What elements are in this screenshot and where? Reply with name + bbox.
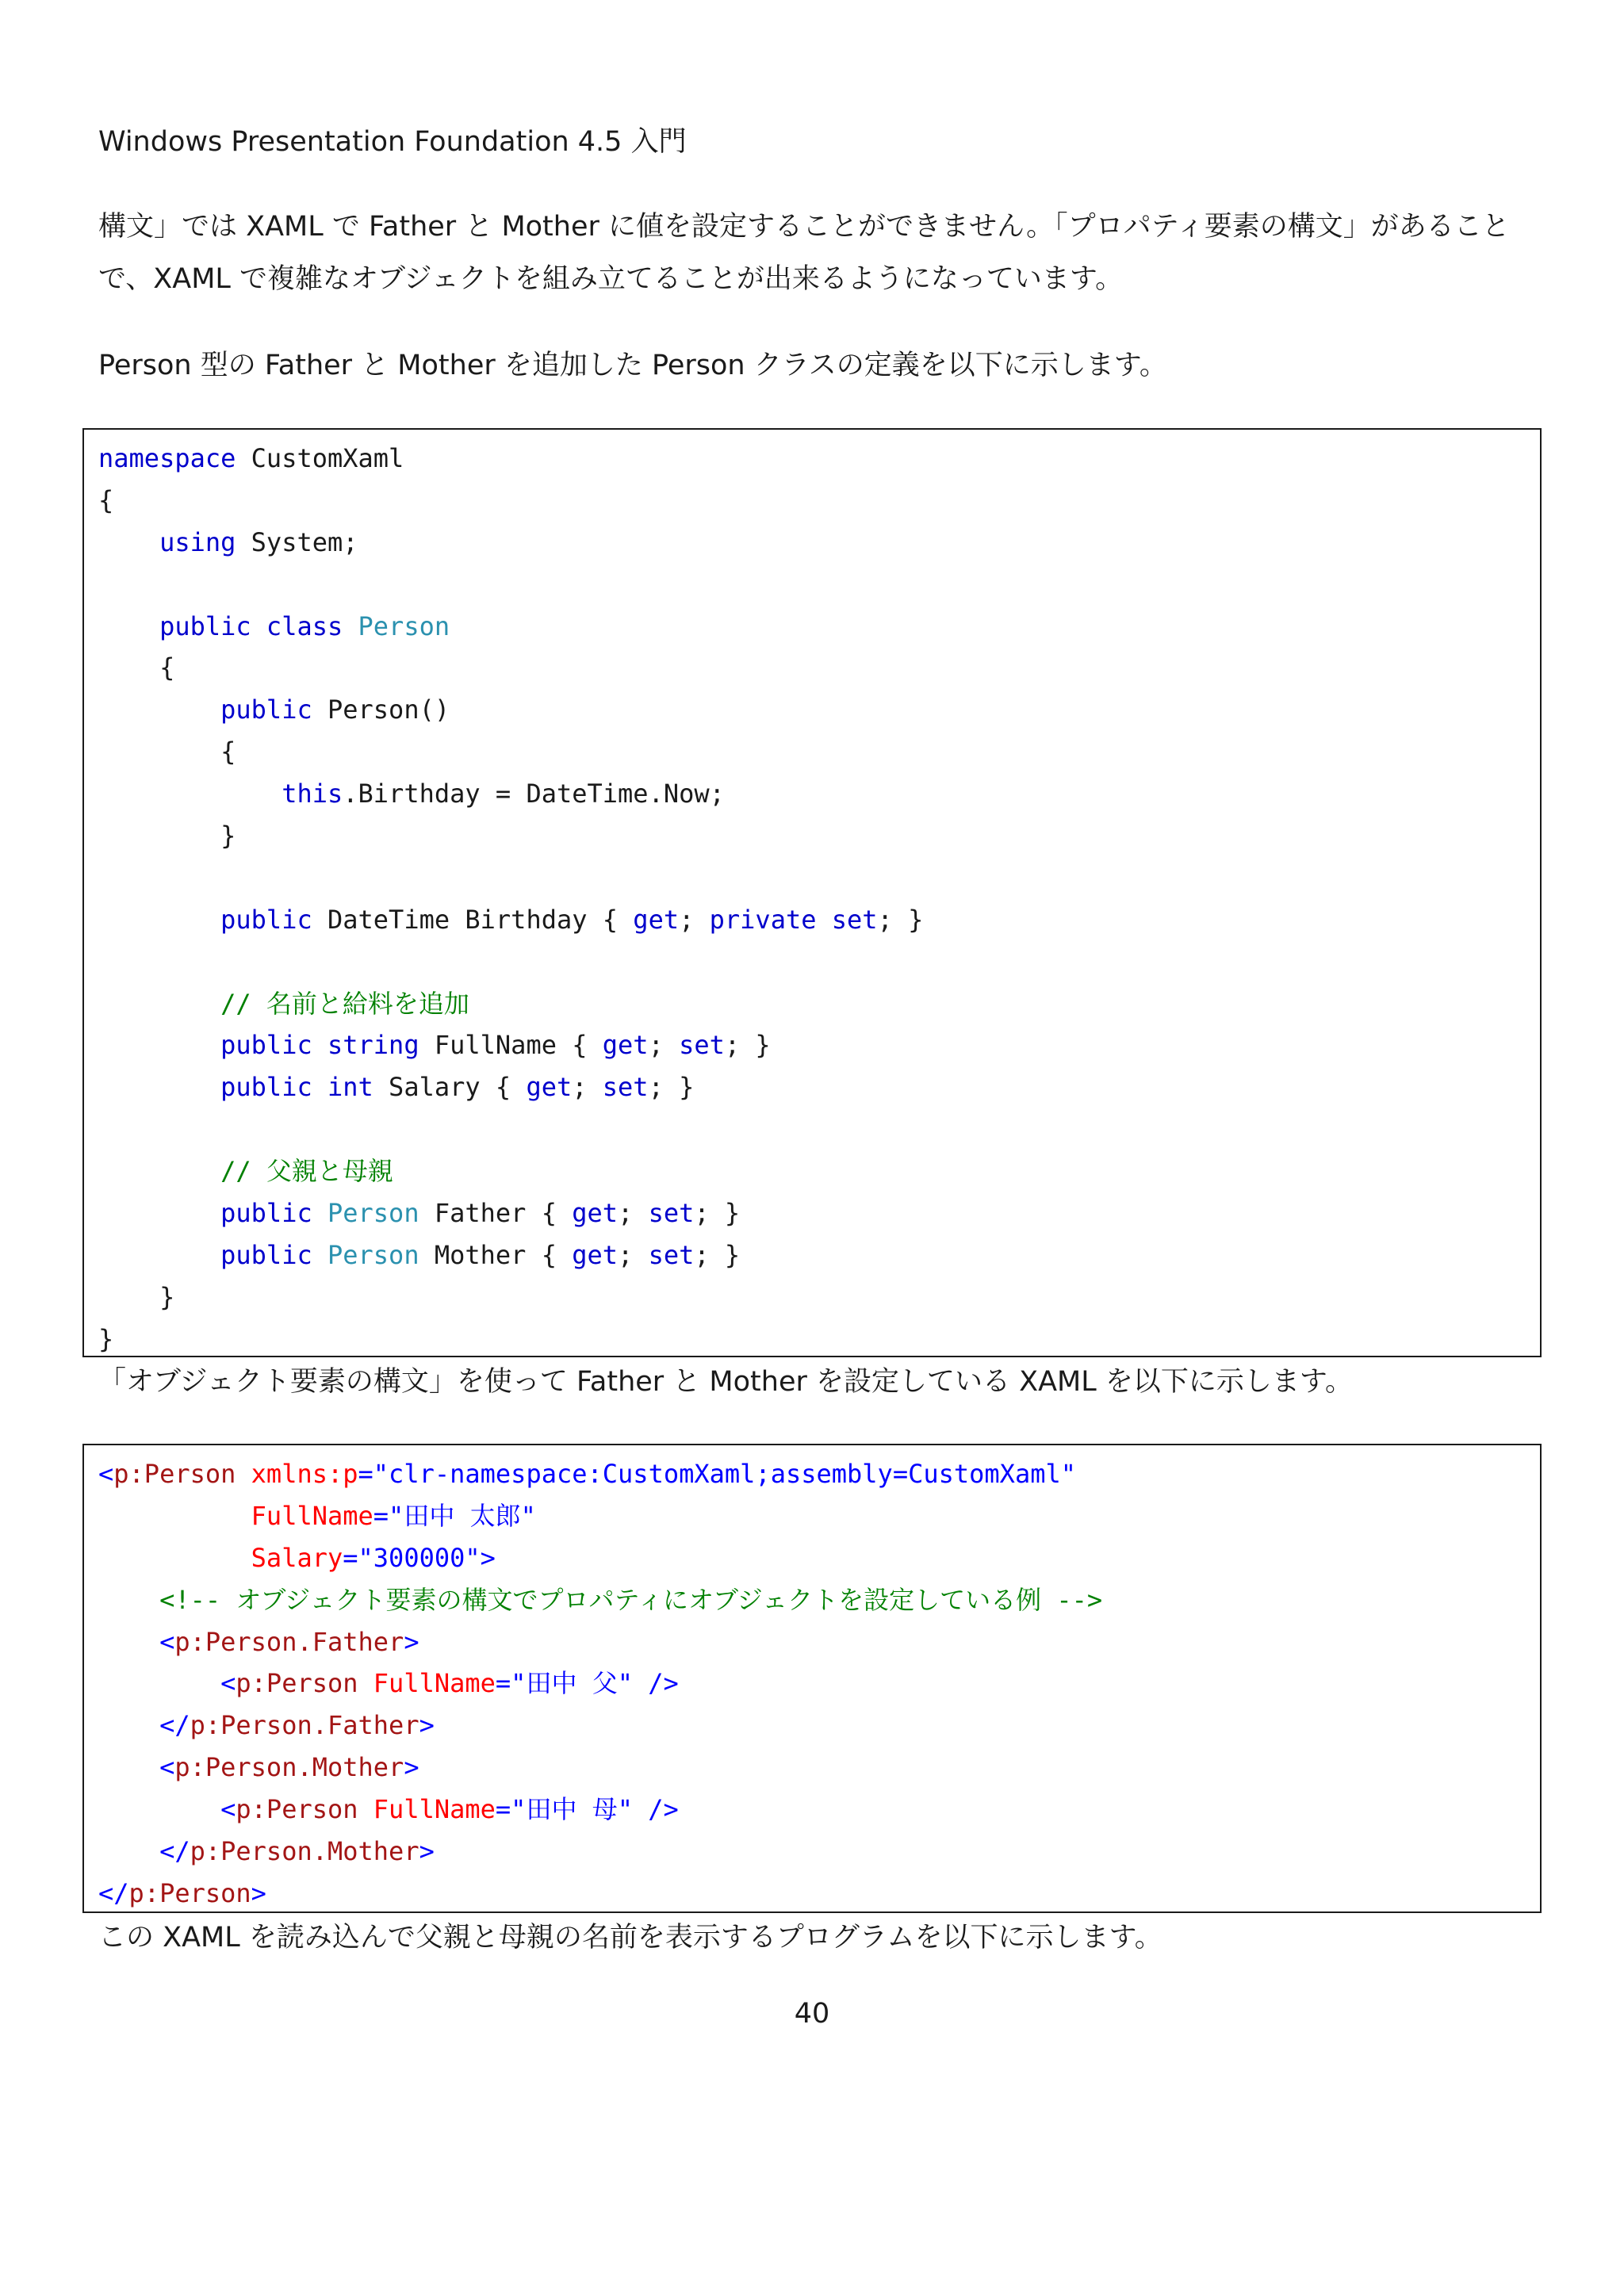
code-token-default (98, 1198, 220, 1228)
code-line (98, 1537, 1540, 1579)
code-token-default (98, 1752, 159, 1782)
code-token-default: ; } (877, 904, 924, 935)
code-token-default: FullName { (419, 1030, 603, 1061)
code-token-type: Person (327, 1198, 419, 1229)
code-token-xmltag: p:Person.Mother (174, 1752, 404, 1783)
code-token-keyword: set (831, 904, 878, 935)
code-token-keyword: set (679, 1030, 725, 1061)
code-token-default (98, 905, 220, 935)
code-token-xmldelim: > (404, 1752, 419, 1783)
code-line (98, 941, 1540, 983)
code-line (98, 1150, 1540, 1192)
code-token-xmldelim: < (159, 1626, 175, 1657)
code-token-default (816, 905, 831, 935)
code-token-default (343, 611, 358, 641)
code-token-keyword: public (220, 1030, 312, 1061)
code-token-default: Mother { (419, 1239, 573, 1270)
code-token-xmlstring: "300000" (358, 1542, 481, 1573)
code-token-keyword: get (633, 904, 680, 935)
code-token-xmltag: p:Person (113, 1459, 236, 1489)
code-line (98, 1873, 1540, 1915)
code-token-type: Person (327, 1239, 419, 1270)
code-token-xmldelim: = (495, 1794, 511, 1825)
code-token-xmldelim: </ (159, 1710, 190, 1741)
code-token-default: { (98, 652, 175, 683)
code-token-xmldelim: < (220, 1794, 236, 1825)
code-token-default: } (98, 821, 236, 851)
code-token-keyword: get (572, 1198, 619, 1229)
code-token-default (98, 527, 159, 557)
code-token-default (312, 1030, 327, 1060)
code-token-xmldelim: > (404, 1626, 419, 1657)
code-token-xmldelim: > (480, 1542, 496, 1573)
code-token-default (98, 1030, 220, 1060)
code-token-default (98, 611, 159, 641)
code-token-keyword: public (220, 1198, 312, 1229)
code-token-default (251, 611, 266, 641)
code-line (98, 480, 1540, 522)
code-token-default: Father { (419, 1198, 573, 1229)
code-token-default: ; (618, 1239, 649, 1270)
code-token-xmlstring: "田中 太郎" (389, 1500, 536, 1531)
code-token-default (98, 779, 282, 809)
code-line (98, 1789, 1540, 1831)
code-line (98, 1453, 1540, 1495)
code-line (98, 689, 1540, 731)
paragraph-xaml-intro: 「オブジェクト要素の構文」を使って Father と Mother を設定している XAML を以下に示します。 (98, 1366, 1354, 1398)
code-token-default: .Birthday = DateTime.Now; (343, 779, 725, 809)
code-line (98, 1108, 1540, 1150)
code-token-comment: <!-- オブジェクト要素の構文でプロパティにオブジェクトを設定している例 --> (159, 1584, 1103, 1615)
code-line (98, 1276, 1540, 1318)
code-token-comment: // 父親と母親 (220, 1156, 393, 1187)
code-line (98, 1024, 1540, 1066)
code-token-keyword: class (266, 610, 343, 641)
code-line (98, 1621, 1540, 1663)
code-line (98, 815, 1540, 857)
code-token-keyword: set (648, 1198, 695, 1229)
code-token-xmlattr: FullName (251, 1500, 373, 1531)
code-line (98, 1747, 1540, 1789)
xaml-code-block (82, 1444, 1542, 1913)
code-token-xmltag: p:Person.Father (190, 1710, 419, 1741)
code-token-default: ; } (694, 1198, 741, 1229)
code-token-keyword: namespace (98, 443, 236, 473)
code-line (98, 857, 1540, 899)
code-token-keyword: get (572, 1239, 619, 1270)
code-line (98, 1234, 1540, 1276)
code-line (98, 983, 1540, 1025)
code-token-default: CustomXaml (236, 443, 404, 473)
code-token-default (236, 1459, 251, 1489)
code-token-xmlattr: FullName (373, 1668, 496, 1699)
code-line (98, 1831, 1540, 1873)
paragraph-person-intro: Person 型の Father と Mother を追加した Person クラスの定義を以下に示します。 (98, 350, 1167, 381)
code-line (98, 1318, 1540, 1360)
code-token-default: DateTime Birthday { (312, 904, 634, 935)
code-line (98, 1705, 1540, 1747)
code-token-xmldelim: </ (159, 1836, 190, 1867)
code-token-xmldelim: = (495, 1668, 511, 1699)
code-token-default (312, 1198, 327, 1228)
code-token-xmlattr: FullName (373, 1794, 496, 1825)
code-token-xmldelim: = (343, 1542, 358, 1573)
code-token-keyword: int (327, 1072, 373, 1103)
page-number: 40 (794, 1998, 830, 2030)
code-token-xmldelim: > (251, 1877, 266, 1908)
code-line (98, 899, 1540, 941)
code-token-keyword: string (327, 1030, 419, 1061)
code-token-default (98, 1156, 220, 1186)
code-token-xmldelim: /> (648, 1668, 679, 1699)
code-line (98, 1495, 1540, 1537)
code-token-default: ; } (648, 1072, 695, 1103)
code-token-default: Person() (312, 695, 450, 725)
code-token-keyword: public (159, 610, 251, 641)
code-token-default (98, 1501, 251, 1531)
code-line (98, 438, 1540, 480)
code-token-xmltag: p:Person.Father (174, 1626, 404, 1657)
code-token-xmlattr: xmlns:p (251, 1459, 358, 1489)
code-token-keyword: get (526, 1072, 573, 1103)
code-token-default: { (98, 484, 114, 515)
code-token-default (98, 1072, 220, 1102)
code-token-xmlattr: Salary (251, 1542, 343, 1573)
code-token-default: { (98, 737, 236, 767)
code-token-keyword: set (648, 1239, 695, 1270)
code-token-xmldelim: </ (98, 1877, 129, 1908)
paragraph-program-intro: この XAML を読み込んで父親と母親の名前を表示するプログラムを以下に示します。 (98, 1922, 1162, 1954)
code-token-default (98, 1585, 159, 1615)
code-token-default (98, 695, 220, 725)
code-line (98, 606, 1540, 648)
code-token-default: } (98, 1323, 114, 1354)
code-token-keyword: set (602, 1072, 649, 1103)
code-token-default (98, 1627, 159, 1657)
code-token-keyword: public (220, 1239, 312, 1270)
code-token-xmldelim: > (419, 1710, 435, 1741)
code-token-default: } (98, 1281, 175, 1312)
code-token-default: Salary { (373, 1072, 527, 1103)
code-token-default (312, 1072, 327, 1102)
code-token-default (98, 1668, 220, 1698)
code-line (98, 1663, 1540, 1705)
code-token-xmlstring: "田中 母" (511, 1794, 633, 1825)
running-title: Windows Presentation Foundation 4.5 入門 (98, 126, 687, 158)
code-token-default: ; (648, 1030, 680, 1061)
code-token-keyword: public (220, 904, 312, 935)
code-token-default (633, 1794, 648, 1824)
paragraph-intro-line-1: 構文」では XAML で Father と Mother に値を設定することができません。「プロパティ要素の構文」があること (98, 211, 1510, 243)
code-token-default: ; (572, 1072, 603, 1103)
code-line (98, 1192, 1540, 1234)
code-token-default (358, 1668, 373, 1698)
code-token-xmldelim: = (358, 1459, 373, 1489)
code-line (98, 731, 1540, 773)
code-token-default (98, 989, 220, 1019)
code-token-xmldelim: < (159, 1752, 175, 1783)
code-token-xmldelim: = (373, 1500, 389, 1531)
code-token-keyword: public (220, 1072, 312, 1103)
code-token-xmltag: p:Person (236, 1668, 358, 1699)
code-token-xmlstring: "田中 父" (511, 1668, 633, 1699)
code-token-comment: // 名前と給料を追加 (220, 988, 469, 1019)
code-token-type: Person (358, 610, 450, 641)
code-line (98, 564, 1540, 606)
code-token-default (98, 1543, 251, 1573)
code-token-keyword: this (282, 779, 343, 809)
code-token-xmldelim: < (98, 1459, 114, 1489)
code-token-xmldelim: /> (648, 1794, 679, 1825)
code-token-default: ; } (694, 1239, 741, 1270)
code-line (98, 522, 1540, 564)
code-token-xmldelim: < (220, 1668, 236, 1699)
code-token-keyword: public (220, 695, 312, 725)
code-token-default (98, 1710, 159, 1740)
code-token-default (98, 1240, 220, 1270)
code-token-default: ; (618, 1198, 649, 1229)
code-token-xmlstring: "clr-namespace:CustomXaml;assembly=CustomXaml" (373, 1459, 1076, 1489)
code-token-default: ; (679, 904, 710, 935)
code-token-default (98, 1836, 159, 1866)
code-token-keyword: using (159, 526, 236, 557)
code-token-default: System; (236, 526, 358, 557)
code-line (98, 1066, 1540, 1108)
code-token-xmldelim: > (419, 1836, 435, 1867)
code-line (98, 773, 1540, 815)
csharp-code-block (82, 428, 1542, 1357)
code-token-default (633, 1668, 648, 1698)
paragraph-intro-line-2: で、XAML で複雑なオブジェクトを組み立てることが出来るようになっています。 (98, 263, 1124, 295)
code-token-xmltag: p:Person (236, 1794, 358, 1825)
code-token-default (358, 1794, 373, 1824)
code-token-keyword: private (709, 904, 817, 935)
code-token-default (98, 1794, 220, 1824)
code-token-default: ; } (724, 1030, 771, 1061)
code-token-xmltag: p:Person (128, 1877, 251, 1908)
code-line (98, 1579, 1540, 1621)
code-token-xmltag: p:Person.Mother (190, 1836, 419, 1867)
code-line (98, 647, 1540, 689)
code-token-keyword: get (602, 1030, 649, 1061)
code-token-default (312, 1240, 327, 1270)
